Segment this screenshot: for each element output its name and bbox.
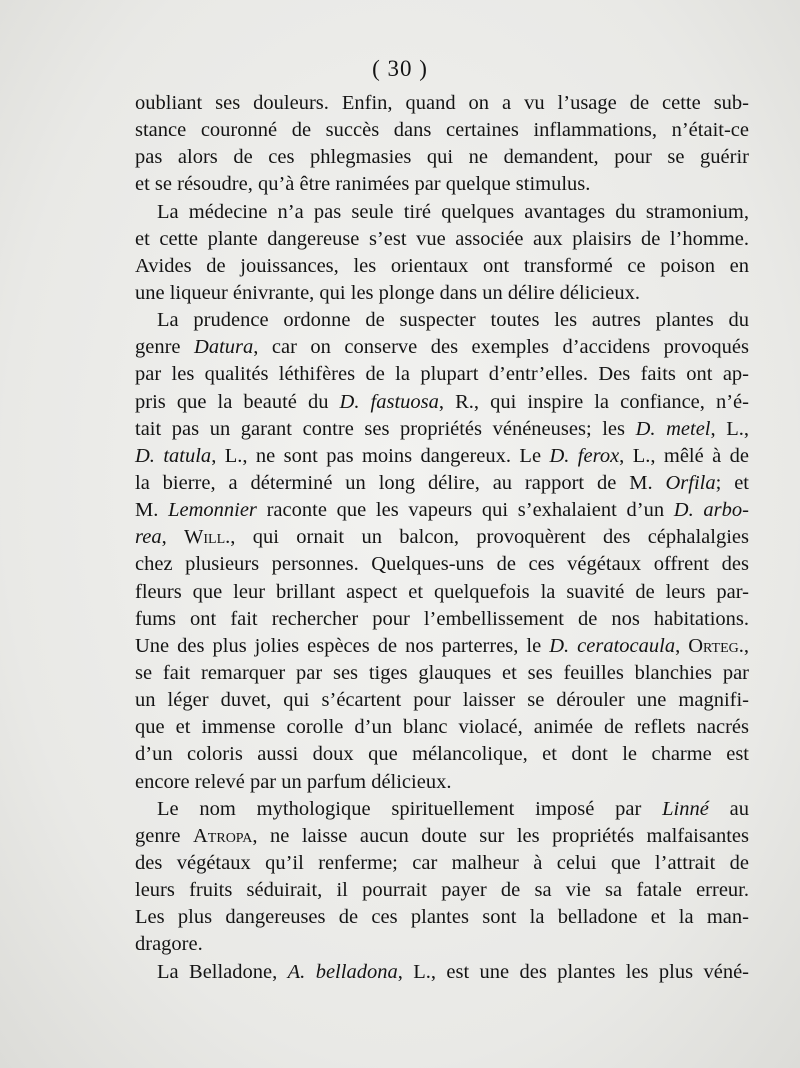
text-line: [135, 959, 749, 986]
text-run: une liqueur énivrante, qui les plonge dans un délire délicieux.: [135, 281, 640, 304]
text-line: [135, 823, 749, 850]
text-line: [135, 443, 749, 470]
text-run: Une des plus jolies espèces de nos parterres, le: [135, 634, 550, 657]
text-line: [135, 416, 749, 443]
text-line: [135, 551, 749, 578]
text-line: [135, 144, 749, 171]
text-run: pris que la beauté du: [135, 390, 340, 413]
text-line: [135, 389, 749, 416]
text-run: Avides de jouissances, les orientaux ont transformé ce poison en: [135, 254, 749, 277]
text-line: [135, 796, 749, 823]
text-line: [135, 931, 749, 958]
text-run: fums ont fait rechercher pour l’embellissement de nos habitations.: [135, 607, 749, 630]
text-run: , car on conserve des exemples d’accidens provoqués: [253, 336, 750, 359]
small-caps-text: Orteg.: [688, 634, 744, 657]
text-run: La médecine n’a pas seule tiré quelques avantages du stramonium,: [157, 200, 749, 223]
text-line: [135, 633, 749, 660]
text-run: dragore.: [135, 933, 203, 956]
text-run: et se résoudre, qu’à être ranimées par quelque stimulus.: [135, 173, 591, 196]
text-run: Les plus dangereuses de ces plantes sont la belladone et la man-: [135, 906, 749, 929]
text-line: [135, 769, 749, 796]
text-run: , R., qui inspire la confiance, n’é-: [438, 390, 749, 413]
text-run: des végétaux qu’il renferme; car malheur à celui que l’attrait de: [135, 851, 749, 874]
italic-text: rea: [135, 526, 162, 549]
text-line: [135, 307, 749, 334]
text-line: [135, 334, 749, 361]
text-run: ; et: [715, 471, 749, 494]
text-run: , L., mêlé à de: [619, 444, 749, 467]
text-run: par les qualités léthifères de la plupart d’entr’elles. Des faits ont ap-: [135, 363, 749, 386]
text-run: raconte que les vapeurs qui s’exhalaient d’un: [256, 499, 674, 522]
text-line: [135, 524, 749, 551]
text-line: [135, 850, 749, 877]
text-run: pas alors de ces phlegmasies qui ne demandent, pour se guérir: [135, 146, 749, 169]
text-run: , ne laisse aucun doute sur les propriétés malfaisantes: [252, 824, 749, 847]
italic-text: A. belladona: [287, 960, 398, 983]
text-line: [135, 606, 749, 633]
text-run: La prudence ordonne de suspecter toutes les autres plantes du: [157, 309, 749, 332]
italic-text: Linné: [662, 797, 709, 820]
small-caps-text: Will.: [184, 526, 231, 549]
text-line: [135, 171, 749, 198]
text-line: [135, 497, 749, 524]
text-run: que et immense corolle d’un blanc violacé, animée de reflets nacrés: [135, 716, 749, 739]
text-run: oubliant ses douleurs. Enfin, quand on a vu l’usage de cette sub-: [135, 92, 749, 114]
text-line: [135, 361, 749, 388]
text-line: [135, 280, 749, 307]
text-run: Le nom mythologique spirituellement imposé par: [157, 797, 663, 820]
text-run: d’un coloris aussi doux que mélancolique, et dont le charme est: [135, 743, 749, 766]
italic-text: Lemonnier: [168, 499, 257, 522]
text-run: leurs fruits séduirait, il pourrait payer de sa vie sa fatale erreur.: [135, 879, 749, 902]
italic-text: D. ferox: [549, 444, 620, 467]
italic-text: D. metel: [635, 417, 711, 440]
text-line: [135, 904, 749, 931]
text-run: genre: [135, 824, 193, 847]
text-run: , L., est une des plantes les plus véné-: [397, 960, 750, 983]
text-run: La Belladone,: [157, 960, 288, 983]
text-run: ,: [161, 526, 185, 549]
text-run: un léger duvet, qui s’écartent pour laisser se dérouler une magnifi-: [135, 689, 749, 712]
text-line: [135, 253, 749, 280]
text-run: stance couronné de succès dans certaines inflammations, n’était-ce: [135, 119, 749, 142]
text-run: , L.,: [710, 417, 750, 440]
text-run: et cette plante dangereuse s’est vue associée aux plaisirs de l’homme.: [135, 227, 749, 250]
text-run: chez plusieurs personnes. Quelques-uns de ces végétaux offrent des: [135, 553, 749, 576]
italic-text: Orfila: [665, 471, 716, 494]
text-run: genre: [135, 336, 195, 359]
italic-text: Datura: [194, 336, 254, 359]
text-line: [135, 877, 749, 904]
italic-text: D. tatula: [135, 444, 212, 467]
italic-text: D. ceratocaula: [549, 634, 676, 657]
text-run: la bierre, a déterminé un long délire, au rapport de M.: [135, 471, 666, 494]
text-run: ,: [675, 634, 689, 657]
text-run: fleurs que leur brillant aspect et quelquefois la suavité de leurs par-: [135, 580, 749, 603]
small-caps-text: Atropa: [193, 824, 253, 847]
text-line: [135, 470, 749, 497]
text-run: , L., ne sont pas moins dangereux. Le: [211, 444, 550, 467]
text-line: [135, 579, 749, 606]
italic-text: D. fastuosa: [339, 390, 439, 413]
text-run: ,: [743, 634, 749, 657]
text-line: [135, 660, 749, 687]
italic-text: D. arbo-: [673, 499, 749, 522]
text-line: [135, 90, 749, 117]
text-run: tait pas un garant contre ses propriétés vénéneuses; les: [135, 417, 636, 440]
text-run: M.: [135, 499, 169, 522]
text-line: [135, 714, 749, 741]
text-line: [135, 199, 749, 226]
text-run: , qui ornait un balcon, provoquèrent des céphalalgies: [230, 526, 749, 549]
page-number: ( 30 ): [372, 56, 428, 81]
body-text: [135, 90, 749, 986]
text-run: au: [708, 797, 749, 820]
text-line: [135, 741, 749, 768]
text-run: se fait remarquer par ses tiges glauques et ses feuilles blanchies par: [135, 661, 749, 684]
text-line: [135, 117, 749, 144]
text-run: encore relevé par un parfum délicieux.: [135, 770, 452, 793]
text-line: [135, 687, 749, 714]
text-line: [135, 226, 749, 253]
